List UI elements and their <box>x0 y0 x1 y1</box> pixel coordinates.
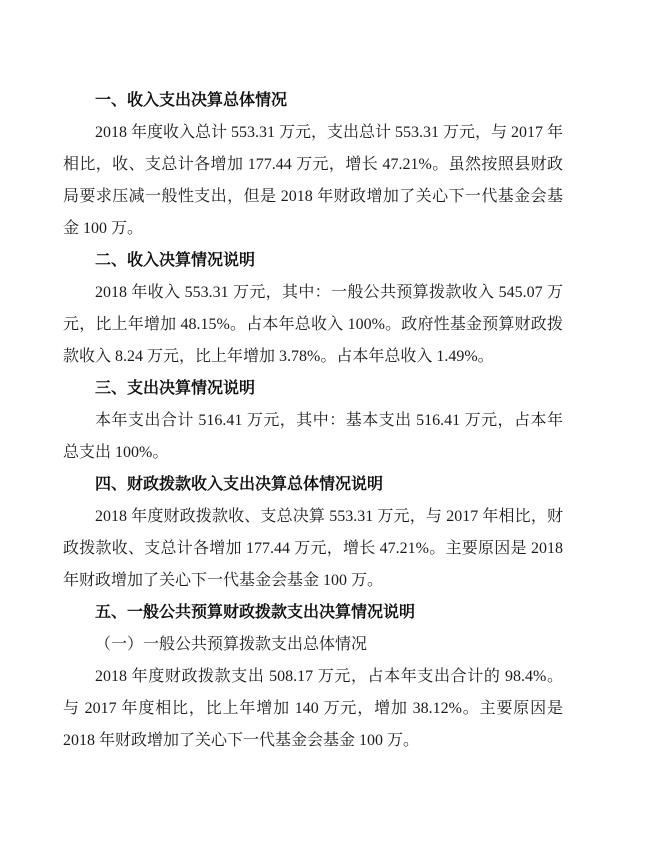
section-paragraph: 2018 年度财政拨款收、支总决算 553.31 万元，与 2017 年相比，财政拨款收、支总计各增加 177.44 万元，增长 47.21%。主要原因是 2018 年财政增加了关心下一代基金会基金 100 万。 <box>63 508 563 589</box>
section-paragraph: 2018 年度财政拨款支出 508.17 万元，占本年支出合计的 98.4%。与 2017 年度相比，比上年增加 140 万元，增加 38.12%。主要原因是 2018 年财政增加了关心下一代基金会基金 100 万。 <box>63 668 563 749</box>
section-heading: 二、收入决算情况说明 <box>95 252 256 269</box>
section-heading: 四、财政拨款收入支出决算总体情况说明 <box>95 476 384 493</box>
section-paragraph: 2018 年度收入总计 553.31 万元，支出总计 553.31 万元，与 2017 年相比，收、支总计各增加 177.44 万元，增长 47.21%。虽然按照县财政局要求压减一般性支出，但是 2018 年财政增加了关心下一代基金会基金 100 万。 <box>63 124 564 237</box>
subsection-heading: （一）一般公共预算拨款支出总体情况 <box>95 636 368 653</box>
section-paragraph: 2018 年收入 553.31 万元，其中：一般公共预算拨款收入 545.07 万元，比上年增加 48.15%。占本年总收入 100%。政府性基金预算财政拨款收入 8.24 万元，比上年增加 3.78%。占本年总收入 1.49%。 <box>63 284 563 365</box>
section-heading: 三、支出决算情况说明 <box>95 380 256 397</box>
report-body <box>63 85 563 757</box>
section-heading: 一、收入支出决算总体情况 <box>95 92 288 109</box>
section-paragraph: 本年支出合计 516.41 万元，其中：基本支出 516.41 万元，占本年总支出 100%。 <box>63 412 563 461</box>
section-heading: 五、一般公共预算财政拨款支出决算情况说明 <box>95 604 416 621</box>
